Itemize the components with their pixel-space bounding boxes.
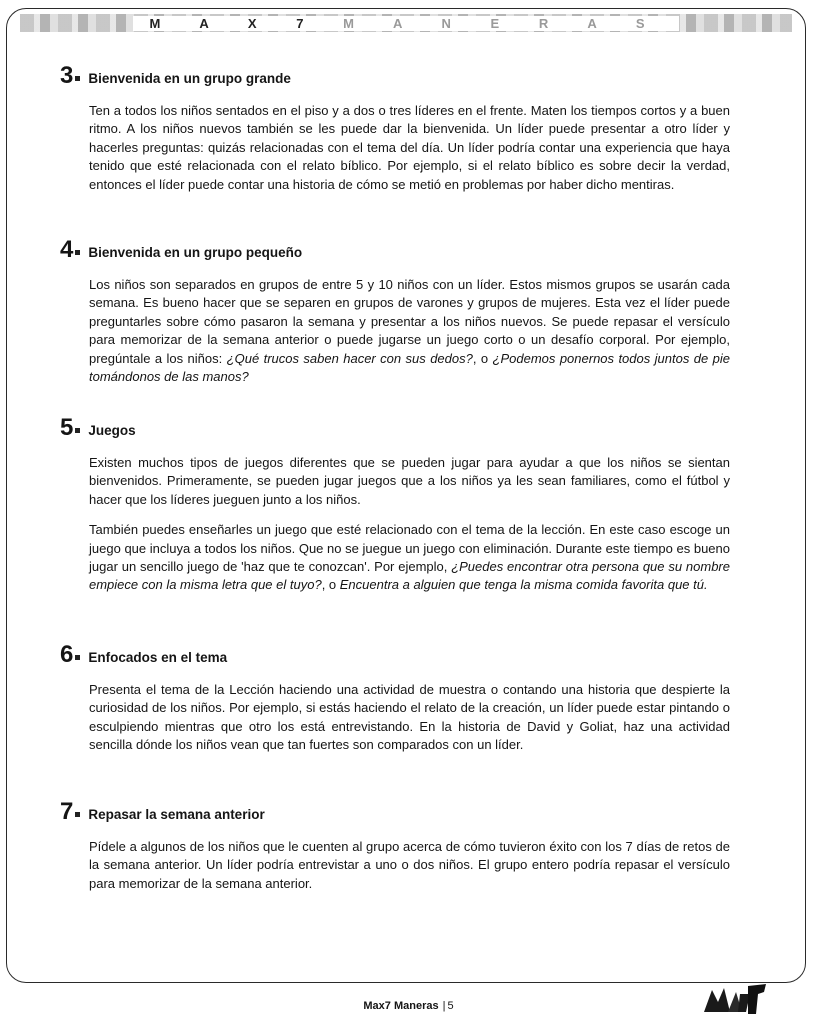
bullet-square-icon [75, 250, 80, 255]
italic-example: ¿Puedes encontrar otra persona que su nombre empiece con la misma letra que el tuyo? [89, 559, 730, 593]
page-number: 5 [447, 1000, 454, 1012]
section-heading [60, 798, 730, 826]
text-run: Ten a todos los niños sentados en el piso y a dos o tres líderes en el frente. Maten los tiempos cortos y a buen ritmo. A los niños nuevos también se les puede dar la bienvenida. Un líder puede presentar a otro líder y hacerles preguntas: quizás relacionadas con el tema del día. Un líder podría contar una experiencia que haya tenido que esté relacionada con el relato bíblico. Por ejemplo, si el relato bíblico es sobre decir la verdad, entonces el líder puede contar una historia de cómo se metió en problemas por haber dicho mentiras. [89, 103, 730, 192]
italic-example: ¿Podemos ponernos todos juntos de pie tomándonos de las manos? [89, 350, 730, 385]
section-title: Repasar la semana anterior [88, 807, 265, 822]
section-title: Juegos [88, 423, 136, 438]
section-heading [60, 641, 730, 669]
text-run: Pídele a algunos de los niños que le cuenten al grupo acerca de cómo tuvieron éxito con los 7 días de retos de la semana anterior. Un líder podría entrevistar a uno o dos niños. El grupo entero podría repasar el versículo para memorizar de la semana anterior. [89, 839, 730, 891]
italic-example: Encuentra a alguien que tenga la misma comida favorita que tú. [339, 577, 708, 593]
text-run: Presenta el tema de la Lección haciendo una actividad de muestra o contando una historia que despierte la curiosidad de los niños. Por ejemplo, si estás haciendo el relato de la creación, un líder puede estar pintando o esculpiendo mientras que otro los está entrevistando. En la historia de David y Goliat, haz una actividad sencilla dónde los niños vean que tan fuertes son comparados con un líder. [89, 682, 730, 753]
paragraph [60, 521, 730, 595]
bullet-square-icon [75, 655, 80, 660]
section-heading [60, 62, 730, 90]
header-title [133, 16, 678, 31]
section-number: 6 [60, 641, 74, 668]
section-number: 3 [60, 62, 74, 89]
section-7 [60, 798, 730, 893]
footer-label: Max7 Maneras [363, 1000, 439, 1012]
section-6 [60, 641, 730, 755]
section-number: 4 [60, 236, 74, 263]
paragraph [60, 681, 730, 755]
section-5 [60, 414, 730, 595]
paragraph [60, 276, 730, 386]
bullet-square-icon [75, 76, 80, 81]
text-run: También puedes enseñarles un juego que esté relacionado con el tema de la lección. En este caso escoge un juego que incluya a todos los niños. Que no se juegue un juego con eliminación. Durante este tiempo es bueno jugar un sencillo juego de 'haz que te conozcan'. Por ejemplo, [89, 522, 730, 575]
footer-separator: | [442, 1000, 446, 1012]
text-run: Los niños son separados en grupos de entre 5 y 10 niños con un líder. Estos mismos grupos se usarán cada semana. Es bueno hacer que se separen en grupos de varones y grupos de mujeres. Esta vez el líder puede preguntarles sobre cómo pasaron la semana y presentar a los niños nuevos. Se puede repasar el versículo para memorizar de la semana anterior o puede jugarse un juego corto o un desafío corporal. Por ejemplo, pregúntale a los niños: [89, 277, 730, 366]
bullet-square-icon [75, 428, 80, 433]
section-title: Bienvenida en un grupo grande [88, 71, 291, 86]
max7-logo [702, 982, 768, 1016]
header-title-faint: M A N E R A S [343, 15, 663, 31]
italic-example: ¿Qué trucos saben hacer con sus dedos? [226, 350, 473, 366]
section-heading [60, 236, 730, 264]
footer [0, 1000, 817, 1012]
section-number: 7 [60, 798, 74, 825]
bullet-square-icon [75, 812, 80, 817]
header-title-dark: M A X 7 [149, 15, 322, 31]
section-heading [60, 414, 730, 442]
section-title: Enfocados en el tema [88, 650, 228, 665]
section-3 [60, 62, 730, 194]
paragraph [60, 454, 730, 509]
paragraph [60, 838, 730, 893]
header-banner [6, 10, 806, 36]
text-run: , o [472, 350, 493, 366]
text-run: , o [321, 577, 340, 593]
text-run: Existen muchos tipos de juegos diferentes que se pueden jugar para ayudar a que los niños se sientan bienvenidos. Primeramente, se pueden jugar juegos que a los niños ya les sean familiares, como el fútbol y hacer que los líderes jueguen junto a los niños. [89, 455, 730, 507]
section-title: Bienvenida en un grupo pequeño [88, 245, 303, 260]
section-4 [60, 236, 730, 386]
paragraph [60, 102, 730, 194]
section-number: 5 [60, 414, 74, 441]
